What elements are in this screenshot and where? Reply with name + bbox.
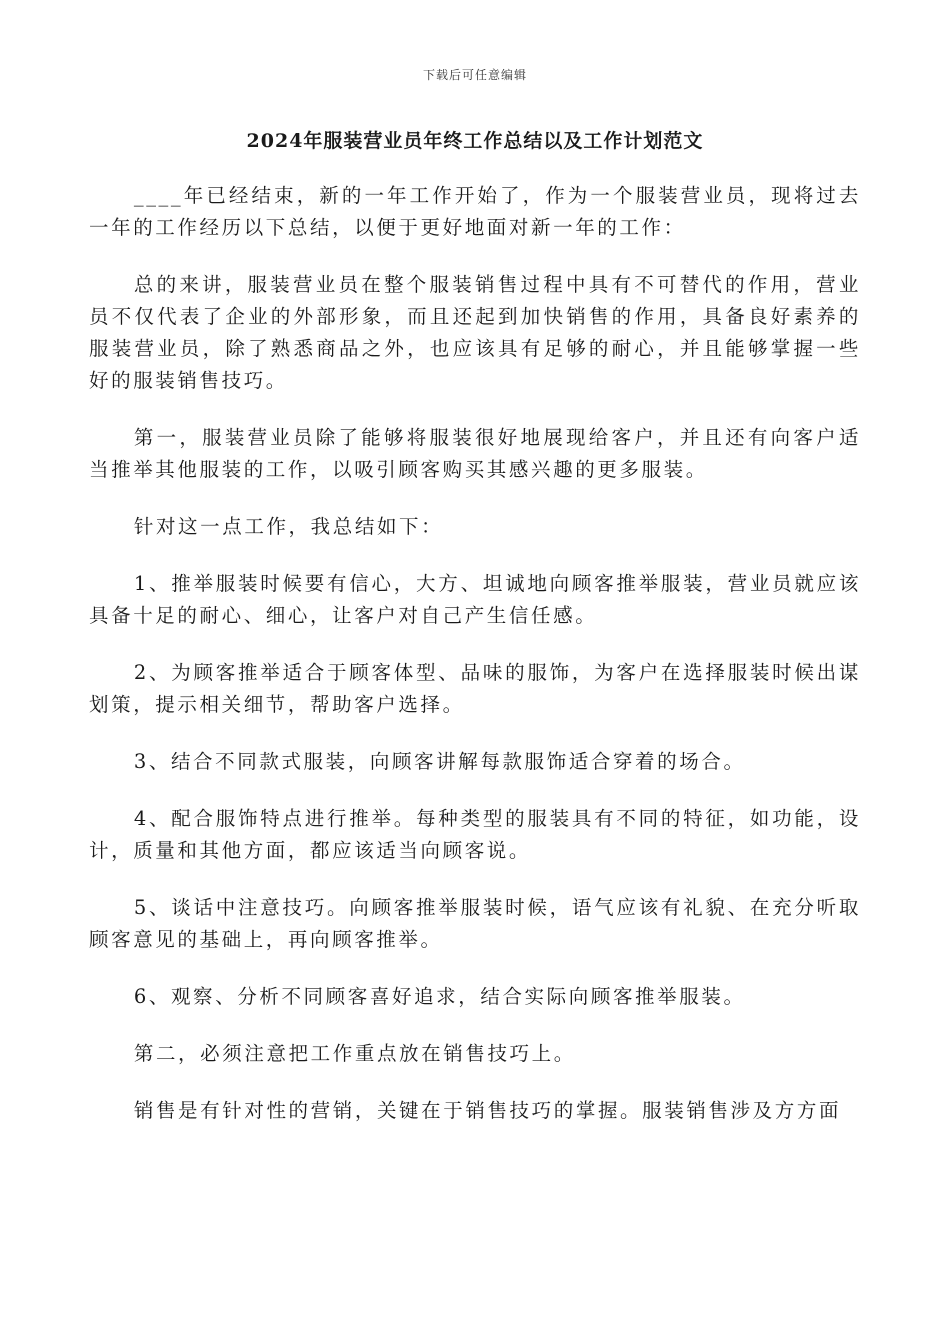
header-note: 下载后可任意编辑: [422, 68, 527, 82]
list-item-1: 1、推举服装时候要有信心，大方、坦诚地向顾客推举服装，营业员就应该具备十足的耐心、细心，让客户对自己产生信任感。: [89, 572, 861, 627]
paragraph-sales-skills: 销售是有针对性的营销，关键在于销售技巧的掌握。服装销售涉及方方面: [133, 1099, 842, 1122]
list-item-5: 5、谈话中注意技巧。向顾客推举服装时候，语气应该有礼貌、在充分听取顾客意见的基础上，再向顾客推举。: [89, 896, 861, 951]
document-title: 2024年服装营业员年终工作总结以及工作计划范文: [246, 130, 704, 152]
paragraph-second-point: 第二，必须注意把工作重点放在销售技巧上。: [133, 1042, 576, 1065]
paragraph-summary-lead: 针对这一点工作，我总结如下：: [133, 515, 444, 538]
list-item-3: 3、结合不同款式服装，向顾客讲解每款服饰适合穿着的场合。: [133, 750, 746, 773]
list-item-2: 2、为顾客推举适合于顾客体型、品味的服饰，为客户在选择服装时候出谋划策，提示相关细节，帮助客户选择。: [89, 661, 861, 716]
paragraph-intro: ____年已经结束，新的一年工作开始了，作为一个服装营业员，现将过去一年的工作经历以下总结，以便于更好地面对新一年的工作：: [89, 184, 861, 239]
document-body: [89, 180, 861, 1127]
list-item-6: 6、观察、分析不同顾客喜好追求，结合实际向顾客推举服装。: [133, 985, 746, 1008]
paragraph-overview: 总的来讲，服装营业员在整个服装销售过程中具有不可替代的作用，营业员不仅代表了企业的外部形象，而且还起到加快销售的作用，具备良好素养的服装营业员，除了熟悉商品之外，也应该具有足够的耐心，并且能够掌握一些好的服装销售技巧。: [89, 273, 861, 392]
paragraph-first-point: 第一，服装营业员除了能够将服装很好地展现给客户，并且还有向客户适当推举其他服装的工作，以吸引顾客购买其感兴趣的更多服装。: [89, 426, 861, 481]
list-item-4: 4、配合服饰特点进行推举。每种类型的服装具有不同的特征，如功能，设计，质量和其他方面，都应该适当向顾客说。: [89, 807, 861, 862]
